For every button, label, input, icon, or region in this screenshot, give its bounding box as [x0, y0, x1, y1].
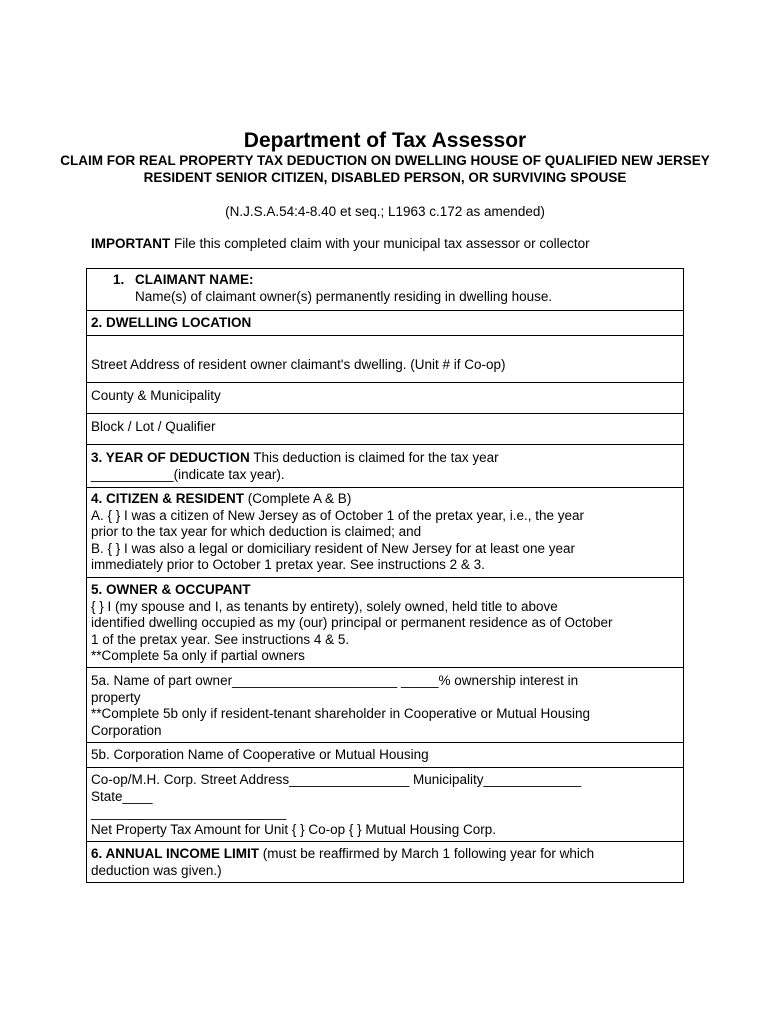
claim-form-table [86, 268, 684, 883]
citizen-checkbox-a[interactable]: A. { } I was a citizen of New Jersey as of October 1 of the pretax year, i.e., the year [91, 507, 584, 523]
section-heading: CLAIMANT NAME: [135, 272, 254, 287]
owner-checkbox[interactable]: { } I (my spouse and I, as tenants by entirety), solely owned, held title to above [91, 598, 558, 614]
section-note: (Complete A & B) [244, 491, 352, 506]
year-text: This deduction is claimed for the tax year [249, 450, 499, 465]
street-address-field[interactable]: Street Address of resident owner claimant's dwelling. (Unit # if Co-op) [91, 357, 506, 372]
section-part-owner [91, 673, 677, 739]
owner-text-3: 1 of the pretax year. See instructions 4 & 5. [91, 631, 350, 647]
section-heading: 5. OWNER & OCCUPANT [91, 582, 251, 597]
divider [87, 767, 683, 768]
divider [87, 382, 683, 383]
section-citizen-resident [91, 491, 677, 574]
tax-year-field[interactable]: ___________(indicate tax year). [91, 466, 285, 482]
divider [87, 667, 683, 668]
part-owner-note-2: Corporation [91, 722, 162, 738]
claimant-name-field[interactable]: Name(s) of claimant owner(s) permanently residing in dwelling house. [135, 288, 553, 304]
section-annual-income-limit [91, 846, 677, 879]
section-number: 1. [113, 272, 125, 287]
coop-blank-line[interactable]: __________________________ [91, 805, 287, 820]
resident-text-b2: immediately prior to October 1 pretax year. See instructions 2 & 3. [91, 557, 485, 572]
section-heading: 3. YEAR OF DEDUCTION [91, 450, 250, 465]
form-subtitle: CLAIM FOR REAL PROPERTY TAX DEDUCTION ON DWELLING HOUSE OF QUALIFIED NEW JERSEY RESIDENT SENIOR CITIZEN, DISABLED PERSON, OR SURVIVING SPOUSE [60, 153, 710, 185]
statute-reference: (N.J.S.A.54:4-8.40 et seq.; L1963 c.172 as amended) [225, 204, 545, 219]
part-owner-text-2: property [91, 689, 141, 705]
divider [87, 335, 683, 336]
income-text-2: deduction was given.) [91, 862, 222, 878]
divider [87, 487, 683, 488]
important-text: File this completed claim with your municipal tax assessor or collector [170, 236, 590, 251]
section-year-of-deduction [91, 450, 677, 483]
coop-address-field[interactable]: Co-op/M.H. Corp. Street Address________________ Municipality_____________ [91, 772, 582, 787]
section-coop-details [91, 772, 677, 838]
divider [87, 841, 683, 842]
divider [87, 444, 683, 445]
section-claimant-name [91, 272, 677, 305]
corporation-name-field[interactable]: 5b. Corporation Name of Cooperative or Mutual Housing [91, 747, 429, 762]
block-lot-qualifier-field[interactable]: Block / Lot / Qualifier [91, 419, 216, 434]
divider [87, 310, 683, 311]
resident-checkbox-b[interactable]: B. { } I was also a legal or domiciliary resident of New Jersey for at least one year [91, 540, 575, 556]
section-owner-occupant [91, 582, 677, 665]
income-text: (must be reaffirmed by March 1 following year for which [259, 846, 595, 861]
section-heading: 4. CITIZEN & RESIDENT [91, 491, 245, 506]
owner-note: **Complete 5a only if partial owners [91, 648, 305, 663]
important-notice [91, 235, 590, 252]
divider [87, 413, 683, 414]
section-heading: 6. ANNUAL INCOME LIMIT [91, 846, 259, 861]
important-label: IMPORTANT [91, 236, 171, 251]
part-owner-field[interactable]: 5a. Name of part owner______________________ _____% ownership interest in [91, 673, 579, 688]
county-municipality-field[interactable]: County & Municipality [91, 388, 221, 403]
owner-text-2: identified dwelling occupied as my (our) principal or permanent residence as of October [91, 615, 613, 630]
net-property-tax-field[interactable]: Net Property Tax Amount for Unit { } Co-op { } Mutual Housing Corp. [91, 821, 496, 837]
coop-state-field[interactable]: State____ [91, 788, 153, 804]
divider [87, 577, 683, 578]
citizen-text-a2: prior to the tax year for which deduction is claimed; and [91, 524, 422, 539]
section-heading [91, 315, 677, 332]
page-title: Department of Tax Assessor [243, 129, 527, 152]
divider [87, 742, 683, 743]
dwelling-location-heading: 2. DWELLING LOCATION [91, 315, 252, 330]
part-owner-note: **Complete 5b only if resident-tenant shareholder in Cooperative or Mutual Housing [91, 706, 591, 721]
